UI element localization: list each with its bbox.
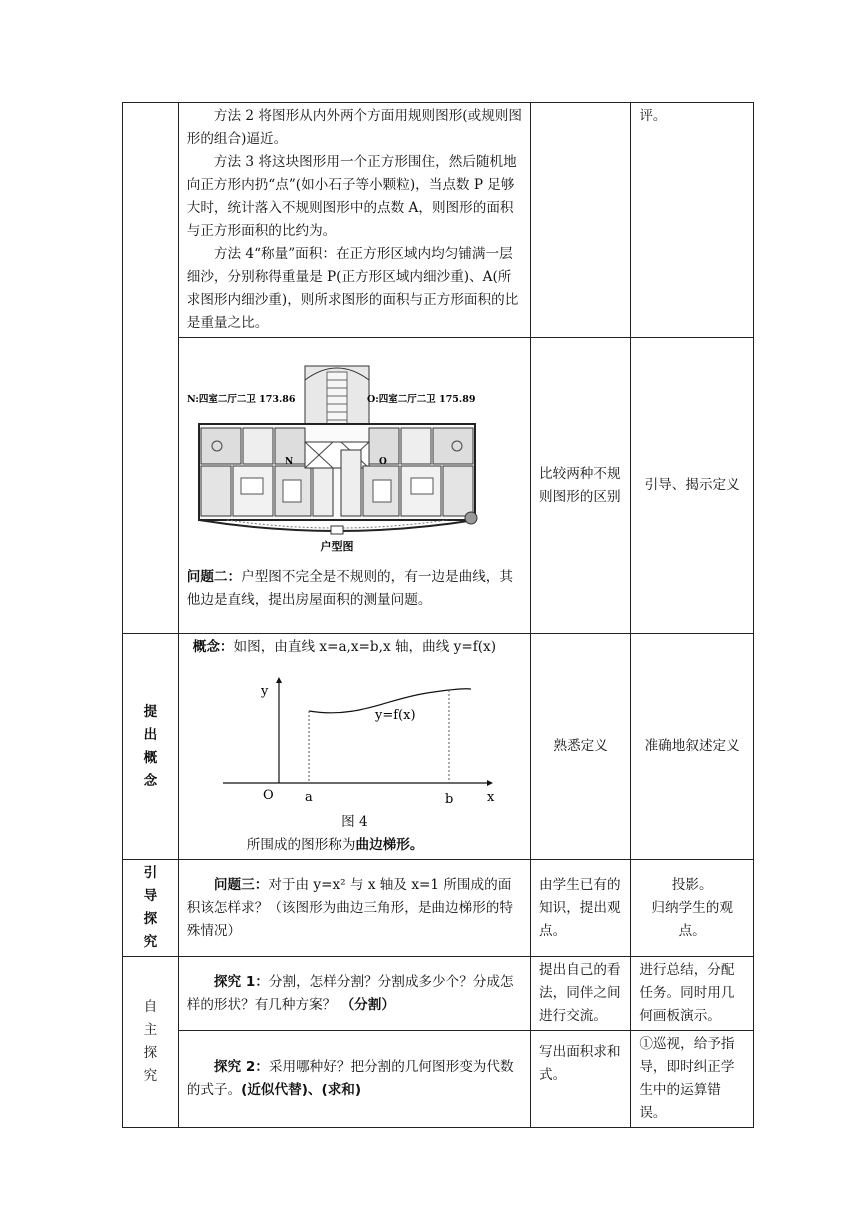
curve-label: y=f(x) xyxy=(374,708,416,723)
unit-o-label: O:四室二厅二卫 175.89 xyxy=(366,394,476,405)
table-row xyxy=(123,860,754,957)
question-2-title: 问题二： xyxy=(186,569,242,585)
concept-definition xyxy=(187,636,522,659)
concept-tail-text: 所围成的图形称为 xyxy=(246,837,356,853)
unit-n-letter: N xyxy=(284,457,293,467)
explore-1-title: 探究 1： xyxy=(213,973,269,990)
point-b-label: b xyxy=(444,792,454,805)
intent-cell: 准确地叙述定义 xyxy=(631,634,754,860)
table-row xyxy=(123,338,754,634)
question-2-text: 户型图不完全是不规则的，有一边是曲线，其他边是直线，提出房屋面积的测量问题。 xyxy=(186,569,513,608)
table-row xyxy=(123,957,754,1031)
intent-cell: 引导、揭示定义 xyxy=(631,338,754,634)
activity-cell: 写出面积求和式。 xyxy=(531,1031,631,1128)
figure-caption: 图 4 xyxy=(341,814,368,830)
method-2-text: 方法 2 将图形从内外两个方面用规则图形(或规则图形的组合)逼近。 xyxy=(186,108,522,147)
concept-conclusion xyxy=(187,834,522,857)
method-3-text: 方法 3 将这块图形用一个正方形围住，然后随机地向正方形内扔“点”(如小石子等小颗粒)，当点数 P 足够大时，统计落入不规则图形中的点数 A，则图形的面积与正方形面积的比约为。 xyxy=(186,154,517,239)
floor-plan-caption: 户型图 xyxy=(320,540,354,553)
activity-cell: 提出自己的看法，同伴之间进行交流。 xyxy=(531,957,631,1031)
curved-trapezoid-figure xyxy=(187,659,497,805)
stage-label xyxy=(123,860,179,957)
stage-label-text: 提 出 概 念 xyxy=(143,703,158,789)
origin-label: O xyxy=(262,788,274,803)
point-a-label: a xyxy=(304,790,313,805)
concept-title: 概念： xyxy=(192,639,234,655)
question-3 xyxy=(187,874,522,943)
stage-label xyxy=(123,957,179,1128)
lesson-plan-table xyxy=(122,102,754,1128)
explore-1 xyxy=(187,971,522,1017)
stage-cell-empty xyxy=(123,103,179,634)
concept-term: 曲边梯形。 xyxy=(355,837,424,853)
intent-cell: 投影。 归纳学生的观点。 xyxy=(631,860,754,957)
stage-label-text: 自 主 探 究 xyxy=(143,999,158,1084)
axis-y-label: y xyxy=(260,684,269,699)
explore-1-cell xyxy=(178,957,530,1031)
activity-cell: 熟悉定义 xyxy=(531,634,631,860)
intent-cell: ①巡视，给予指导，即时纠正学生中的运算错误。 xyxy=(631,1031,754,1128)
table-row xyxy=(123,634,754,860)
activity-cell: 由学生已有的知识，提出观点。 xyxy=(531,860,631,957)
question-3-text: 对于由 y=x² 与 x 轴及 x=1 所围成的面积该怎样求？（该图形为曲边三角形，是曲边梯形的特殊情况） xyxy=(186,876,513,939)
explore-1-text: 分割，怎样分割？分割成多少个？分成怎样的形状？有几种方案？ xyxy=(186,973,514,1013)
unit-n-label: N:四室二厅二卫 173.86 xyxy=(186,394,296,405)
question-3-title: 问题三： xyxy=(213,876,269,893)
floor-plan-image xyxy=(187,360,487,554)
stage-label xyxy=(123,634,179,860)
table-row xyxy=(123,1031,754,1128)
method-4-text: 方法 4“称量”面积：在正方形区域内均匀铺满一层细沙，分别称得重量是 P(正方形区域内细沙重)、A(所求图形内细沙重)，则所求图形的面积与正方形面积的比是重量之比。 xyxy=(186,246,519,331)
question-2 xyxy=(187,566,522,612)
explore-2-title: 探究 2： xyxy=(213,1059,269,1075)
intent-cell: 进行总结，分配任务。同时用几何画板演示。 xyxy=(631,957,754,1031)
methods-cell xyxy=(178,103,530,338)
explore-2-text: 采用哪种好？把分割的几何图形变为代数的式子。 xyxy=(186,1059,514,1098)
floorplan-cell xyxy=(178,338,530,634)
explore-2 xyxy=(187,1056,522,1102)
axis-x-label: x xyxy=(486,790,495,805)
explore-2-cell xyxy=(178,1031,530,1128)
intent-cell: 评。 xyxy=(631,103,754,338)
stage-label-text: 引 导 探 究 xyxy=(143,865,158,950)
unit-o-letter: O xyxy=(378,457,387,467)
table-row xyxy=(123,103,754,338)
activity-cell xyxy=(531,103,631,338)
explore-1-tag: （分割） xyxy=(340,996,395,1013)
activity-cell: 比较两种不规则图形的区别 xyxy=(531,338,631,634)
concept-text: 如图，由直线 x=a,x=b,x 轴，曲线 y=f(x) xyxy=(233,639,497,655)
explore-2-tag: (近似代替)、(求和) xyxy=(241,1082,362,1098)
question-3-cell xyxy=(178,860,530,957)
concept-cell xyxy=(178,634,530,860)
